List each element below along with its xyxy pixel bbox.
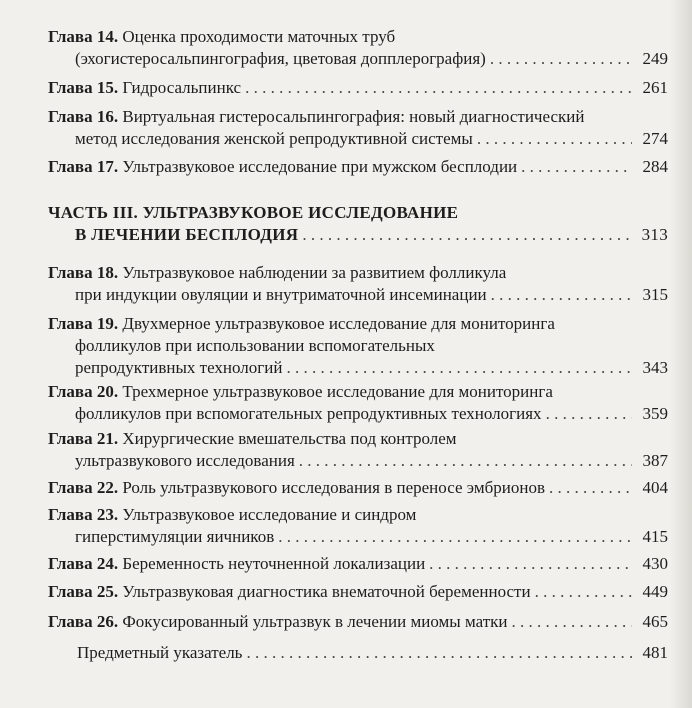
chapter-number: Глава 24. bbox=[48, 554, 119, 573]
page-number: 249 bbox=[642, 49, 668, 68]
leader-dots bbox=[246, 642, 632, 664]
chapter-number: Глава 22. bbox=[48, 478, 119, 497]
page-number: 343 bbox=[642, 358, 668, 377]
toc-entry-ch26[interactable] bbox=[48, 611, 668, 633]
page-number: 430 bbox=[642, 554, 668, 573]
chapter-title: Ультразвуковое исследование и синдром bbox=[122, 505, 417, 524]
toc-entry-ch22[interactable] bbox=[48, 477, 668, 499]
chapter-number: Глава 23. bbox=[48, 505, 119, 524]
toc-entry-ch24[interactable] bbox=[48, 553, 668, 575]
chapter-title-cont: фолликулов при использовании вспомогательных bbox=[75, 336, 435, 355]
toc-entry-ch15[interactable] bbox=[48, 77, 668, 99]
chapter-title-cont: при индукции овуляции и внутриматочной инсеминации bbox=[75, 285, 487, 304]
leader-dots bbox=[286, 357, 632, 379]
toc-entry-ch20[interactable] bbox=[48, 381, 668, 425]
toc-part-3[interactable] bbox=[48, 202, 668, 246]
chapter-number: Глава 16. bbox=[48, 107, 119, 126]
page-number: 274 bbox=[642, 129, 668, 148]
index-label: Предметный указатель bbox=[77, 643, 243, 662]
chapter-title: Хирургические вмешательства под контролем bbox=[122, 429, 457, 448]
chapter-title: Трехмерное ультразвуковое исследование для мониторинга bbox=[122, 382, 553, 401]
toc-entry-ch21[interactable] bbox=[48, 428, 668, 472]
toc-entry-ch25[interactable] bbox=[48, 581, 668, 603]
page-number: 465 bbox=[642, 612, 668, 631]
chapter-title: Двухмерное ультразвуковое исследование для мониторинга bbox=[122, 314, 555, 333]
chapter-number: Глава 19. bbox=[48, 314, 119, 333]
chapter-title-cont: фолликулов при вспомогательных репродуктивных технологиях bbox=[75, 404, 542, 423]
toc-entry-ch16[interactable] bbox=[48, 106, 668, 150]
chapter-title: Оценка проходимости маточных труб bbox=[122, 27, 396, 46]
chapter-title-cont: (эхогистеросальпингография, цветовая допплерография) bbox=[75, 49, 486, 68]
chapter-number: Глава 15. bbox=[48, 78, 119, 97]
chapter-title: Ультразвуковое исследование при мужском бесплодии bbox=[122, 157, 518, 176]
chapter-number: Глава 20. bbox=[48, 382, 119, 401]
toc-entry-ch17[interactable] bbox=[48, 156, 668, 178]
chapter-number: Глава 26. bbox=[48, 612, 119, 631]
chapter-title: Ультразвуковая диагностика внематочной беременности bbox=[122, 582, 531, 601]
leader-dots bbox=[245, 77, 632, 99]
chapter-title: Фокусированный ультразвук в лечении миомы матки bbox=[122, 612, 508, 631]
chapter-number: Глава 17. bbox=[48, 157, 119, 176]
page-number: 261 bbox=[642, 78, 668, 97]
page-number: 387 bbox=[642, 451, 668, 470]
chapter-title: Виртуальная гистеросальпингография: новый диагностический bbox=[122, 107, 585, 126]
page-number: 313 bbox=[641, 225, 668, 244]
page-number: 449 bbox=[642, 582, 668, 601]
leader-dots bbox=[512, 611, 633, 633]
toc-entry-ch19[interactable] bbox=[48, 313, 668, 379]
page-number: 284 bbox=[642, 157, 668, 176]
chapter-title: Ультразвуковое наблюдении за развитием фолликула bbox=[122, 263, 507, 282]
chapter-number: Глава 18. bbox=[48, 263, 119, 282]
page-number: 415 bbox=[642, 527, 668, 546]
page-number: 359 bbox=[642, 404, 668, 423]
chapter-title: Гидросальпинкс bbox=[122, 78, 242, 97]
chapter-title-cont: репродуктивных технологий bbox=[75, 358, 283, 377]
leader-dots bbox=[278, 526, 632, 548]
leader-dots bbox=[477, 128, 632, 150]
page-number: 404 bbox=[642, 478, 668, 497]
chapter-title-cont: метод исследования женской репродуктивной системы bbox=[75, 129, 473, 148]
leader-dots bbox=[535, 581, 632, 603]
part-title-cont: В ЛЕЧЕНИИ БЕСПЛОДИЯ bbox=[75, 225, 299, 244]
chapter-number: Глава 25. bbox=[48, 582, 119, 601]
chapter-number: Глава 14. bbox=[48, 27, 119, 46]
chapter-title: Беременность неуточненной локализации bbox=[122, 554, 426, 573]
leader-dots bbox=[549, 477, 632, 499]
leader-dots bbox=[546, 403, 632, 425]
leader-dots bbox=[521, 156, 632, 178]
chapter-title: Роль ультразвукового исследования в переносе эмбрионов bbox=[122, 478, 546, 497]
chapter-number: Глава 21. bbox=[48, 429, 119, 448]
page-number: 481 bbox=[642, 643, 668, 662]
leader-dots bbox=[302, 224, 632, 246]
page-edge-shadow bbox=[670, 0, 692, 708]
toc-entry-ch14[interactable] bbox=[48, 26, 668, 70]
leader-dots bbox=[490, 48, 632, 70]
page-number: 315 bbox=[642, 285, 668, 304]
toc-entry-ch18[interactable] bbox=[48, 262, 668, 306]
part-title: ЧАСТЬ III. УЛЬТРАЗВУКОВОЕ ИССЛЕДОВАНИЕ bbox=[48, 203, 459, 222]
leader-dots bbox=[429, 553, 632, 575]
toc-entry-index[interactable] bbox=[48, 642, 668, 664]
chapter-title-cont: гиперстимуляции яичников bbox=[75, 527, 275, 546]
chapter-title-cont: ультразвукового исследования bbox=[75, 451, 295, 470]
leader-dots bbox=[299, 450, 632, 472]
leader-dots bbox=[491, 284, 632, 306]
toc-entry-ch23[interactable] bbox=[48, 504, 668, 548]
